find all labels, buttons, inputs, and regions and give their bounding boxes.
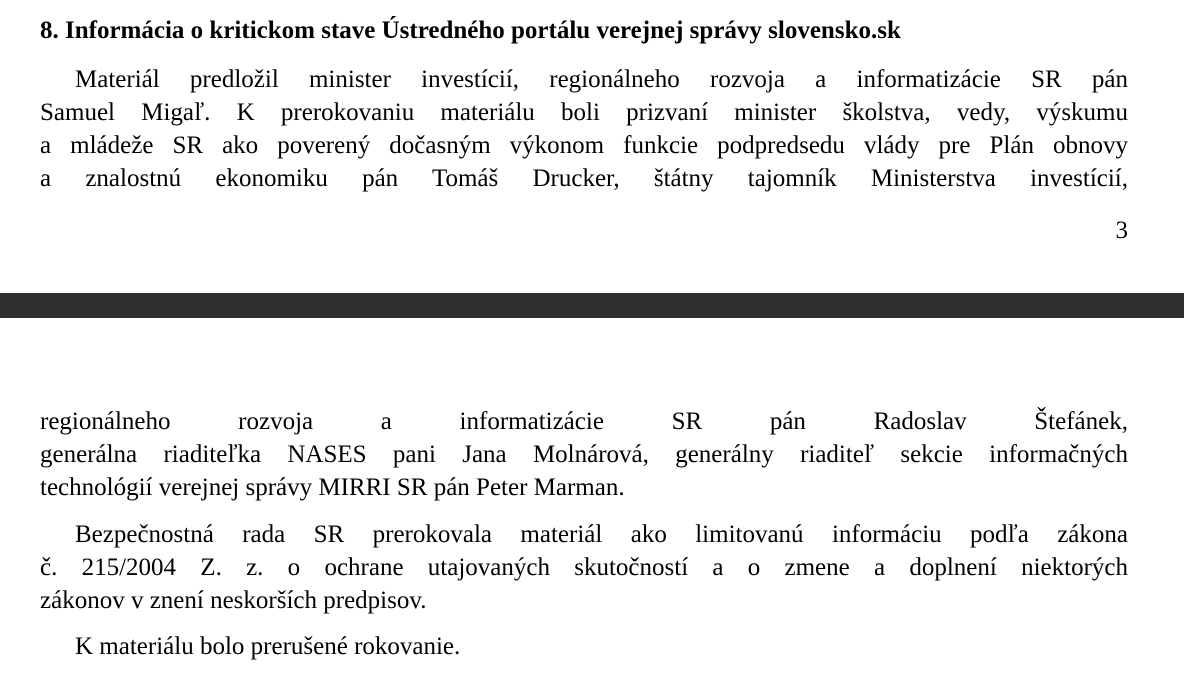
paragraph-line: regionálneho rozvoja a informatizácie SR pán Radoslav Štefánek, [40,408,1128,435]
paragraph-line: Materiál predložil minister investícií, regionálneho rozvoja a informatizácie SR pán [75,66,1128,93]
paragraph-line: generálna riaditeľka NASES pani Jana Molnárová, generálny riaditeľ sekcie informačných [40,441,1128,468]
page-break-separator [0,293,1184,318]
paragraph-line: K materiálu bolo prerušené rokovanie. [75,633,461,660]
section-heading: 8. Informácia o kritickom stave Ústredného portálu verejnej správy slovensko.sk [40,17,901,44]
paragraph-line: zákonov v znení neskorších predpisov. [40,587,427,614]
minister-presentation-paragraph [40,63,1128,195]
page-number: 3 [1115,217,1128,244]
security-council-paragraph [40,518,1128,617]
document-page-top [0,0,1184,293]
closing-paragraph [40,630,1128,663]
paragraph-line: Bezpečnostná rada SR prerokovala materiál ako limitovanú informáciu podľa zákona [75,521,1128,548]
paragraph-line: č. 215/2004 Z. z. o ochrane utajovaných skutočností a o zmene a doplnení niektorých [40,554,1128,581]
paragraph-line: technológií verejnej správy MIRRI SR pán Peter Marman. [40,474,625,501]
paragraph-line: a znalostnú ekonomiku pán Tomáš Drucker, štátny tajomník Ministerstva investícií, [40,165,1128,192]
paragraph-line: a mládeže SR ako poverený dočasným výkonom funkcie podpredsedu vlády pre Plán obnovy [40,132,1128,159]
invited-guests-continuation-paragraph [40,405,1128,504]
paragraph-line: Samuel Migaľ. K prerokovaniu materiálu boli prizvaní minister školstva, vedy, výskumu [40,99,1128,126]
